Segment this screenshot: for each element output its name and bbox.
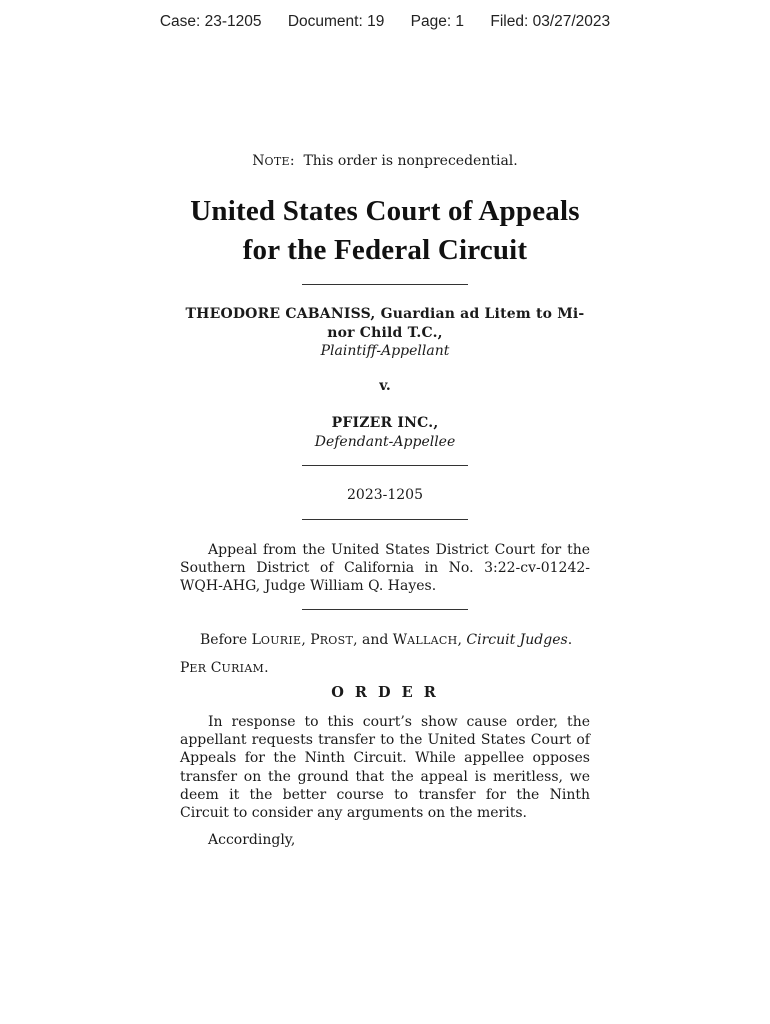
page-number: Page: 1 <box>410 13 465 30</box>
divider <box>302 284 468 285</box>
plaintiff-role: Plaintiff-Appellant <box>320 343 450 359</box>
divider <box>302 465 468 466</box>
filing-header <box>0 13 770 31</box>
defendant-role: Defendant-Appellee <box>314 433 456 450</box>
defendant-name: PFIZER INC., <box>331 415 439 431</box>
accordingly-line: Accordingly, <box>208 832 296 848</box>
plaintiff-block <box>180 305 590 361</box>
document-number: Document: 19 <box>287 13 385 30</box>
court-title-line2: for the Federal Circuit <box>242 234 528 266</box>
per-curiam: PER CURIAM. <box>180 660 269 676</box>
plaintiff-name-line2: nor Child T.C., <box>327 324 443 341</box>
nonprecedential-note <box>180 153 590 169</box>
appeal-paragraph: Appeal from the United States District Court for the Southern District of California in No. 3:22-cv-01242-WQH-AHG, Judge William Q. Hayes. <box>180 542 590 595</box>
case-number: Case: 23-1205 <box>159 13 262 30</box>
judge-lourie: LOURIE <box>251 632 302 648</box>
circuit-judges-title: Circuit Judges <box>466 632 568 648</box>
panel-line: Before LOURIE, PROST, and WALLACH, Circuit Judges. <box>200 632 573 648</box>
note-text: This order is nonprecedential. <box>303 153 518 169</box>
plaintiff-name-line1: THEODORE CABANISS, Guardian ad Litem to Mi- <box>185 306 585 322</box>
judge-wallach: WALLACH <box>392 632 458 648</box>
note-label: NOTE: <box>252 153 295 169</box>
divider <box>302 609 468 610</box>
order-heading: O R D E R <box>331 684 439 701</box>
defendant-block <box>180 414 590 451</box>
docket-number: 2023-1205 <box>347 487 423 503</box>
judge-prost: PROST <box>310 632 354 648</box>
court-title <box>180 192 590 270</box>
divider <box>302 519 468 520</box>
versus: v. <box>379 378 391 394</box>
court-title-line1: United States Court of Appeals <box>190 195 580 227</box>
filed-date: Filed: 03/27/2023 <box>490 13 611 30</box>
order-body: In response to this court’s show cause order, the appellant requests transfer to the United States Court of Appeals for the Ninth Circuit. While appellee opposes transfer on the ground that the appeal is meritless, we deem it the better course to transfer for the Ninth Circuit to consider any arguments on the merits. <box>180 714 590 822</box>
